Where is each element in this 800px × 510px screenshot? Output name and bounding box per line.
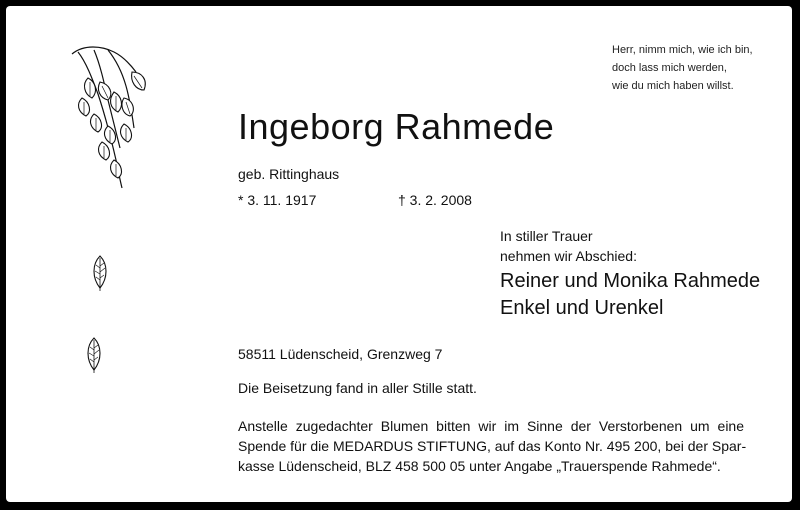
donation-request <box>238 416 747 476</box>
mourners <box>500 268 760 322</box>
leafy-branch-icon <box>64 42 154 192</box>
verse-line: doch lass mich werden, <box>612 62 727 74</box>
donation-line: Spende für die MEDARDUS STIFTUNG, auf das Konto Nr. 495 200, bei der Spar- <box>238 438 747 454</box>
verse-line: Herr, nimm mich, wie ich bin, <box>612 44 753 56</box>
leaf-icon <box>84 336 104 374</box>
bible-verse <box>612 41 753 95</box>
leaf-icon <box>90 254 110 292</box>
birth-date: * 3. 11. 1917 <box>238 192 317 208</box>
address: 58511 Lüdenscheid, Grenzweg 7 <box>238 346 443 362</box>
mourner-name: Reiner und Monika Rahmede <box>500 270 761 292</box>
donation-line: Anstelle zugedachter Blumen bitten wir im Sinne der Verstorbenen um eine <box>238 418 744 434</box>
death-date: † 3. 2. 2008 <box>398 192 472 208</box>
verse-line: wie du mich haben willst. <box>612 80 734 92</box>
mourner-name: Enkel und Urenkel <box>500 297 664 319</box>
mourning-line: nehmen wir Abschied: <box>500 248 637 264</box>
burial-note: Die Beisetzung fand in aller Stille statt. <box>238 380 477 396</box>
mourning-text <box>500 226 637 266</box>
deceased-name: Ingeborg Rahmede <box>238 106 555 147</box>
mourning-line: In stiller Trauer <box>500 228 593 244</box>
obituary-notice <box>6 6 792 502</box>
donation-line: kasse Lüdenscheid, BLZ 458 500 05 unter Angabe „Trauerspende Rahmede“. <box>238 458 721 474</box>
birth-name: geb. Rittinghaus <box>238 166 340 182</box>
